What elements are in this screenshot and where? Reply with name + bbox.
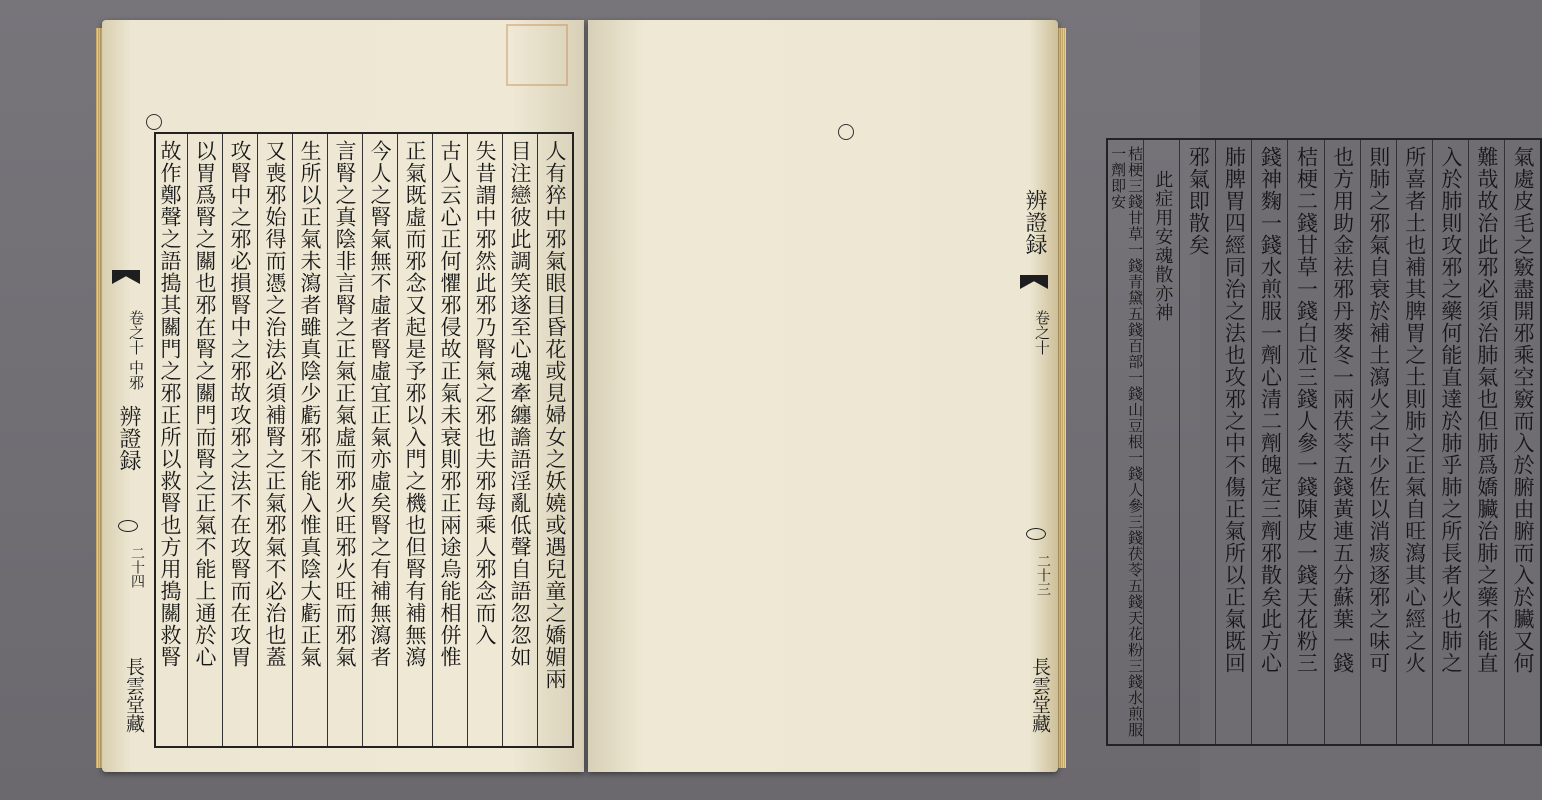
- book-title: 辨證録: [1022, 189, 1047, 255]
- right-text-columns: [1108, 140, 1540, 744]
- text-column: 邪氣即散矣: [1179, 140, 1215, 744]
- text-column: 入於肺則攻邪之藥何能直達於肺乎肺之所長者火也肺之: [1432, 140, 1468, 744]
- text-column: 人有猝中邪氣眼目昏花或見婦女之妖嬈或遇兒童之嬌媚兩: [537, 134, 572, 746]
- text-column: 此症用安魂散亦神: [1143, 140, 1179, 744]
- right-page-number: [1012, 540, 1052, 610]
- text-column: 正氣既虛而邪念又起是予邪以入門之機也但腎有補無瀉: [397, 134, 432, 746]
- text-column: 肺脾胃四經同治之法也攻邪之中不傷正氣所以正氣既回: [1215, 140, 1251, 744]
- text-column: 桔梗二錢甘草一錢白朮三錢人參一錢陳皮一錢天花粉三: [1287, 140, 1323, 744]
- text-column: 桔梗三錢甘草一錢青黛五錢百部一錢山豆根一錢人參三錢茯苓五錢天花粉三錢水煎服一劑即安: [1109, 146, 1145, 738]
- circle-mark: [838, 124, 854, 140]
- text-column: 言腎之真陰非言腎之正氣正氣虛而邪火旺邪火旺而邪氣: [327, 134, 362, 746]
- circle-mark: [146, 114, 162, 130]
- right-section-label: [1012, 292, 1052, 372]
- page-number: 二十四: [129, 546, 145, 588]
- page-ring: [118, 520, 138, 532]
- left-page: [102, 20, 584, 772]
- right-stamp: [1012, 640, 1052, 750]
- right-page: [588, 20, 1535, 772]
- publisher-stamp: 長雲堂藏: [123, 657, 145, 733]
- text-column: 今人之腎氣無不虛者腎虛宜正氣亦虛矣腎之有補無瀉者: [362, 134, 397, 746]
- text-column: 錢神麴一錢水煎服一劑心清二劑魄定三劑邪散矣此方心: [1251, 140, 1287, 744]
- open-book: [96, 20, 1535, 780]
- text-column: 攻腎中之邪必損腎中之邪故攻邪之法不在攻腎而在攻胃: [222, 134, 257, 746]
- library-seal: [506, 24, 568, 86]
- page-number: 二十三: [1035, 554, 1051, 596]
- book-title: 辨證録: [116, 405, 141, 471]
- right-text-frame: [1106, 138, 1542, 746]
- left-text-columns: [156, 134, 572, 746]
- text-column: 生所以正氣未瀉者雖真陰少虧邪不能入惟真陰大虧正氣: [292, 134, 327, 746]
- text-column: 古人云心正何懼邪侵故正氣未衰則邪正兩途烏能相併惟: [432, 134, 467, 746]
- text-column: 又喪邪始得而憑之治法必須補腎之正氣邪氣不必治也蓋: [257, 134, 292, 746]
- text-column: 目注戀彼此調笑遂至心魂牽纏譫語淫亂低聲自語忽忽如: [502, 134, 537, 746]
- text-column: 失昔謂中邪然此邪乃腎氣之邪也夫邪每乘人邪念而入: [467, 134, 502, 746]
- text-column: 故作鄭聲之語搗其關門之邪正所以救腎也方用搗關救腎: [158, 140, 182, 668]
- section-label: 卷之十: [1033, 309, 1051, 355]
- left-text-frame: [154, 132, 574, 748]
- left-section-label: [106, 290, 146, 410]
- text-column: 則肺之邪氣自衰於補土瀉火之中少佐以消痰逐邪之味可: [1360, 140, 1396, 744]
- text-column: 所喜者土也補其脾胃之土則肺之正氣自旺瀉其心經之火: [1396, 140, 1432, 744]
- text-column: 以胃爲腎之關也邪在腎之關門而腎之正氣不能上通於心: [187, 134, 222, 746]
- publisher-stamp: 長雲堂藏: [1029, 657, 1051, 733]
- page-ring: [1026, 528, 1046, 540]
- text-column: 氣處皮毛之竅盡開邪乘空竅而入於腑由腑而入於臟又何: [1504, 140, 1540, 744]
- section-label: 卷之十 中邪: [127, 310, 145, 390]
- text-column: 也方用助金祛邪丹麥冬一兩茯苓五錢黃連五分蘇葉一錢: [1324, 140, 1360, 744]
- right-page-edge: [1058, 28, 1066, 768]
- text-column: 難哉故治此邪必須治肺氣也但肺爲嬌臟治肺之藥不能直: [1468, 140, 1504, 744]
- left-stamp: [106, 640, 146, 750]
- left-page-number: [106, 532, 146, 602]
